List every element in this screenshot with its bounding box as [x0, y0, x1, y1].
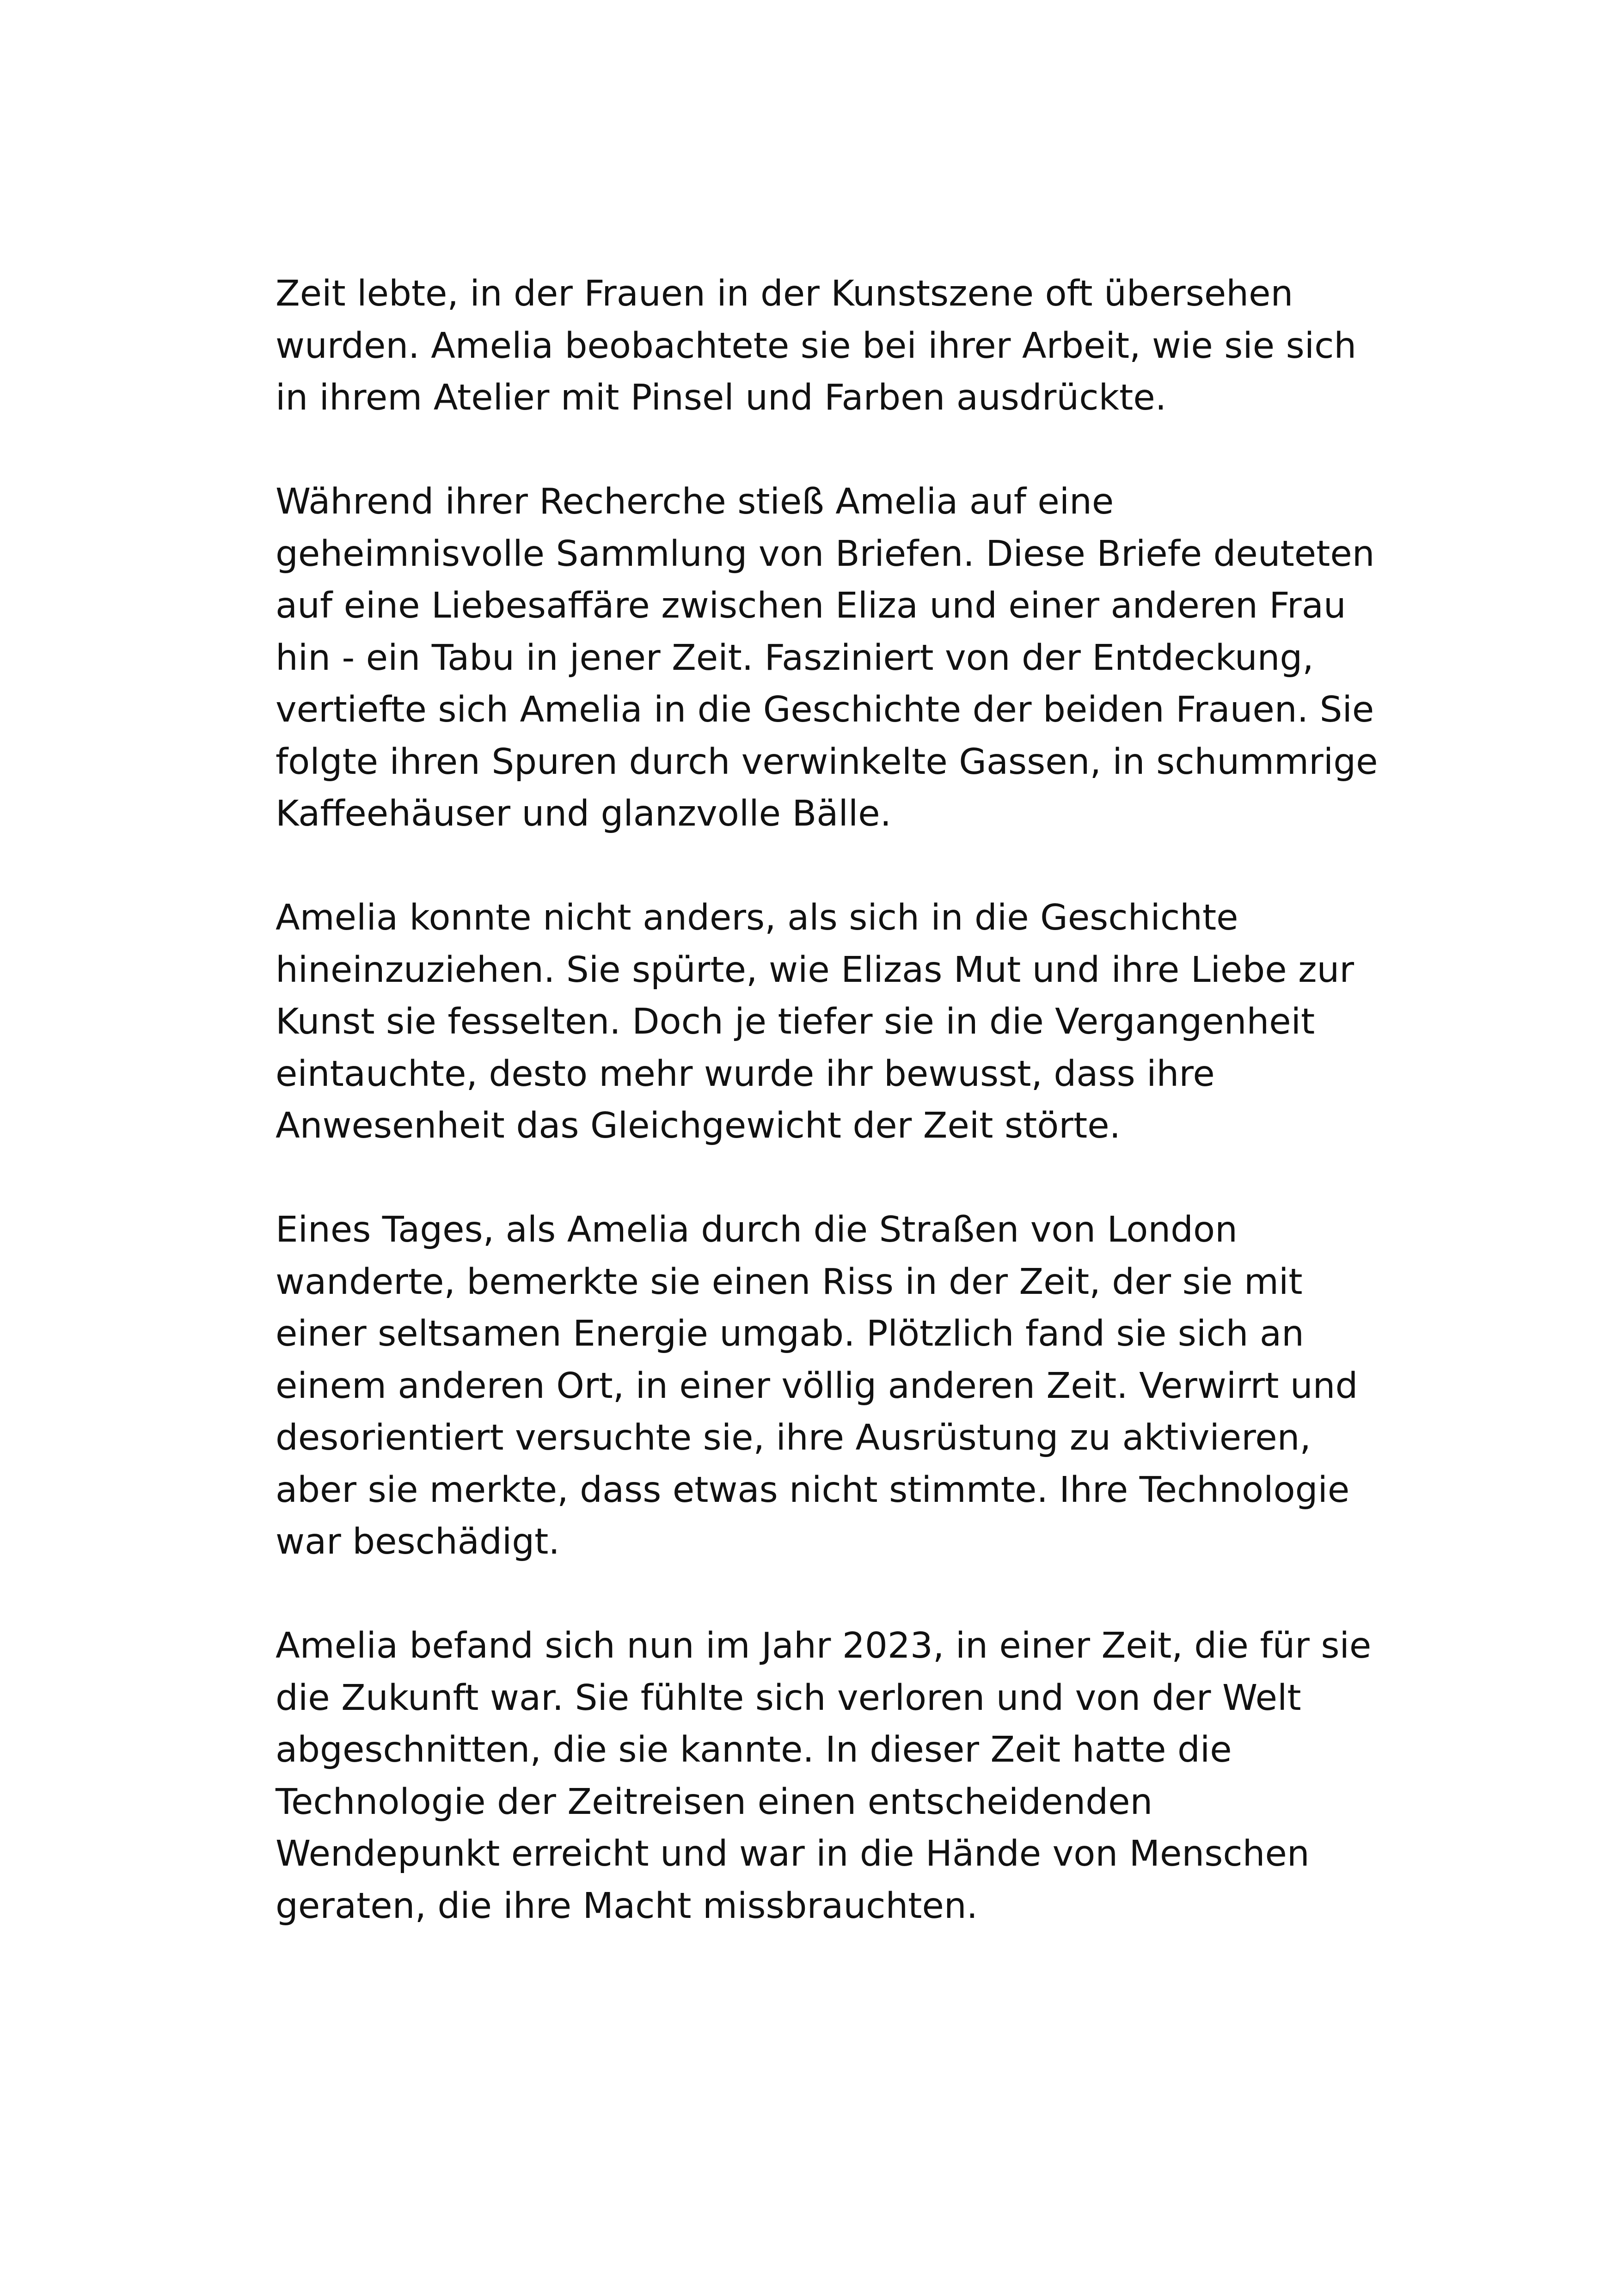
text-line: war beschädigt.: [276, 1521, 560, 1562]
paragraph-5: [276, 1620, 1385, 1932]
text-line: auf eine Liebesaffäre zwischen Eliza und einer anderen Frau: [276, 585, 1346, 626]
text-line: einer seltsamen Energie umgab. Plötzlich fand sie sich an: [276, 1313, 1304, 1354]
text-line: in ihrem Atelier mit Pinsel und Farben ausdrückte.: [276, 377, 1167, 418]
text-line: wanderte, bemerkte sie einen Riss in der Zeit, der sie mit: [276, 1261, 1303, 1303]
text-line: hineinzuziehen. Sie spürte, wie Elizas Mut und ihre Liebe zur: [276, 949, 1354, 991]
text-line: einem anderen Ort, in einer völlig anderen Zeit. Verwirrt und: [276, 1365, 1358, 1407]
text-line: Eines Tages, als Amelia durch die Straßen von London: [276, 1209, 1238, 1250]
text-line: abgeschnitten, die sie kannte. In dieser Zeit hatte die: [276, 1729, 1232, 1770]
text-line: Während ihrer Recherche stieß Amelia auf eine: [276, 481, 1114, 522]
text-line: eintauchte, desto mehr wurde ihr bewusst, dass ihre: [276, 1053, 1215, 1095]
text-line: die Zukunft war. Sie fühlte sich verloren und von der Welt: [276, 1677, 1301, 1719]
text-line: Wendepunkt erreicht und war in die Hände von Menschen: [276, 1833, 1310, 1874]
text-line: Amelia konnte nicht anders, als sich in die Geschichte: [276, 897, 1238, 938]
paragraph-4: [276, 1204, 1385, 1568]
paragraph-1: [276, 268, 1385, 424]
body-text: [276, 268, 1385, 1984]
text-line: hin - ein Tabu in jener Zeit. Fasziniert von der Entdeckung,: [276, 637, 1314, 679]
text-line: wurden. Amelia beobachtete sie bei ihrer Arbeit, wie sie sich: [276, 325, 1357, 367]
text-line: Kunst sie fesselten. Doch je tiefer sie in die Vergangenheit: [276, 1001, 1315, 1042]
text-line: Amelia befand sich nun im Jahr 2023, in einer Zeit, die für sie: [276, 1625, 1372, 1666]
text-line: geheimnisvolle Sammlung von Briefen. Diese Briefe deuteten: [276, 533, 1375, 575]
text-line: aber sie merkte, dass etwas nicht stimmte. Ihre Technologie: [276, 1469, 1350, 1511]
text-line: geraten, die ihre Macht missbrauchten.: [276, 1885, 978, 1927]
text-line: folgte ihren Spuren durch verwinkelte Gassen, in schummrige: [276, 741, 1378, 783]
text-line: Zeit lebte, in der Frauen in der Kunstszene oft übersehen: [276, 273, 1293, 314]
text-line: Kaffeehäuser und glanzvolle Bälle.: [276, 793, 892, 834]
text-line: Technologie der Zeitreisen einen entscheidenden: [276, 1781, 1153, 1823]
text-line: vertiefte sich Amelia in die Geschichte der beiden Frauen. Sie: [276, 689, 1374, 730]
paragraph-2: [276, 476, 1385, 840]
text-line: Anwesenheit das Gleichgewicht der Zeit störte.: [276, 1105, 1121, 1146]
paragraph-3: [276, 892, 1385, 1152]
text-line: desorientiert versuchte sie, ihre Ausrüstung zu aktivieren,: [276, 1417, 1311, 1458]
